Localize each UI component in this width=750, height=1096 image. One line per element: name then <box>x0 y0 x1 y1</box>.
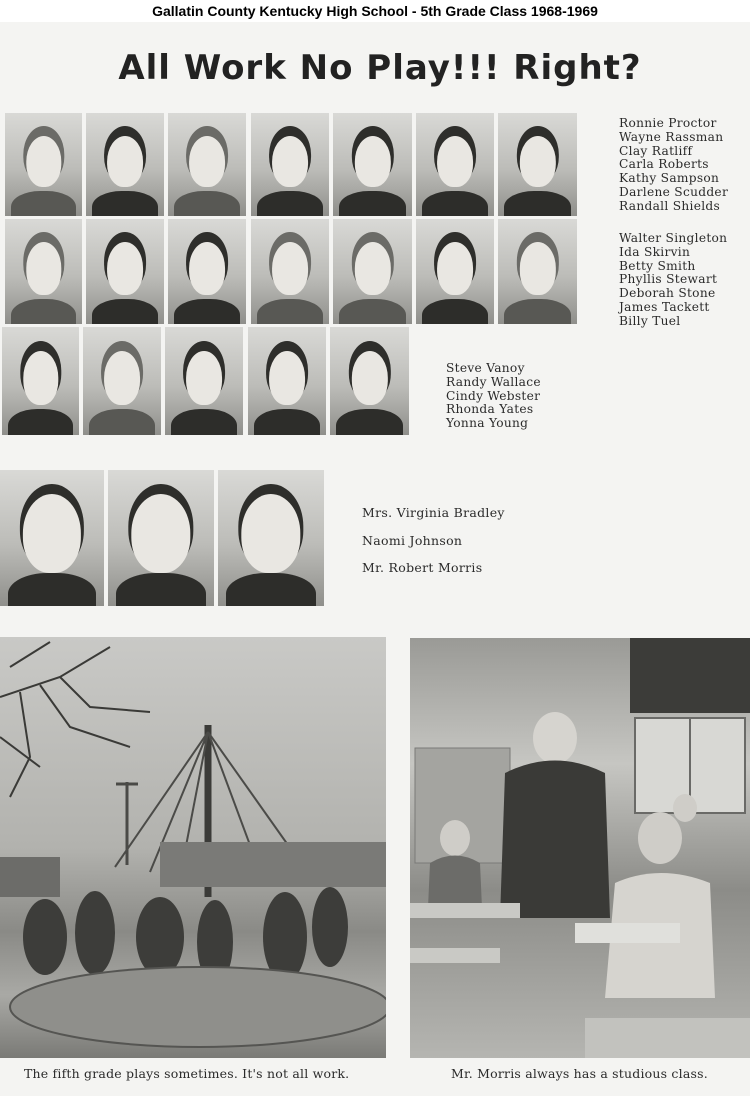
teacher-names <box>362 505 505 588</box>
classroom-caption: Mr. Morris always has a studious class. <box>451 1066 708 1081</box>
portrait-ida-skirvin <box>86 219 164 324</box>
portrait-billy-tuel <box>498 219 577 324</box>
student-name: Randy Wallace <box>446 374 541 389</box>
portrait-deborah-stone <box>333 219 412 324</box>
student-name: Randall Shields <box>619 198 721 213</box>
portrait-darlene-scudder <box>416 113 494 216</box>
student-name: Ida Skirvin <box>619 244 691 259</box>
student-name: Phyllis Stewart <box>619 272 718 287</box>
page-title: All Work No Play!!! Right? <box>118 48 642 88</box>
student-names-group-2 <box>619 232 727 329</box>
portrait-cindy-webster <box>165 327 243 435</box>
student-name: Kathy Sampson <box>619 171 720 186</box>
student-name: Clay Ratliff <box>619 143 693 158</box>
student-name: Darlene Scudder <box>619 184 729 199</box>
portrait-steve-vanoy <box>2 327 79 435</box>
teacher-name: Mr. Robert Morris <box>362 560 483 575</box>
portrait-wayne-rassman <box>86 113 164 216</box>
student-name: Yonna Young <box>446 416 529 431</box>
portrait-carla-roberts <box>251 113 329 216</box>
portrait-virginia-bradley <box>0 470 104 606</box>
student-name: Betty Smith <box>619 258 696 273</box>
student-name: Ronnie Proctor <box>619 116 717 130</box>
portrait-clay-ratliff <box>168 113 246 216</box>
student-name: James Tackett <box>619 299 710 314</box>
student-name: Rhonda Yates <box>446 402 534 417</box>
playground-caption: The fifth grade plays sometimes. It's not all work. <box>24 1066 350 1081</box>
portrait-ronnie-proctor <box>5 113 82 216</box>
student-names-group-1 <box>619 117 728 214</box>
classroom-photo <box>410 638 750 1058</box>
portrait-randy-wallace <box>83 327 161 435</box>
student-name: Wayne Rassman <box>619 129 724 144</box>
student-name: Walter Singleton <box>619 231 728 245</box>
portrait-james-tackett <box>416 219 494 324</box>
teacher-name: Mrs. Virginia Bradley <box>362 505 505 520</box>
student-name: Cindy Webster <box>446 388 541 403</box>
portrait-naomi-johnson <box>108 470 214 606</box>
portrait-robert-morris <box>218 470 324 606</box>
portrait-phyllis-stewart <box>251 219 329 324</box>
portrait-betty-smith <box>168 219 246 324</box>
teacher-name: Naomi Johnson <box>362 532 463 548</box>
portrait-rhonda-yates <box>248 327 326 435</box>
portrait-kathy-sampson <box>333 113 412 216</box>
playground-photo <box>0 637 386 1058</box>
student-name: Deborah Stone <box>619 286 716 301</box>
portrait-walter-singleton <box>5 219 82 324</box>
student-name: Steve Vanoy <box>446 361 525 375</box>
student-names-group-3 <box>446 362 541 431</box>
portrait-yonna-young <box>330 327 409 435</box>
portrait-randall-shields <box>498 113 577 216</box>
header-title: Gallatin County Kentucky High School - 5th Grade Class 1968-1969 <box>0 0 750 22</box>
student-name: Carla Roberts <box>619 157 709 172</box>
student-name: Billy Tuel <box>619 313 681 328</box>
